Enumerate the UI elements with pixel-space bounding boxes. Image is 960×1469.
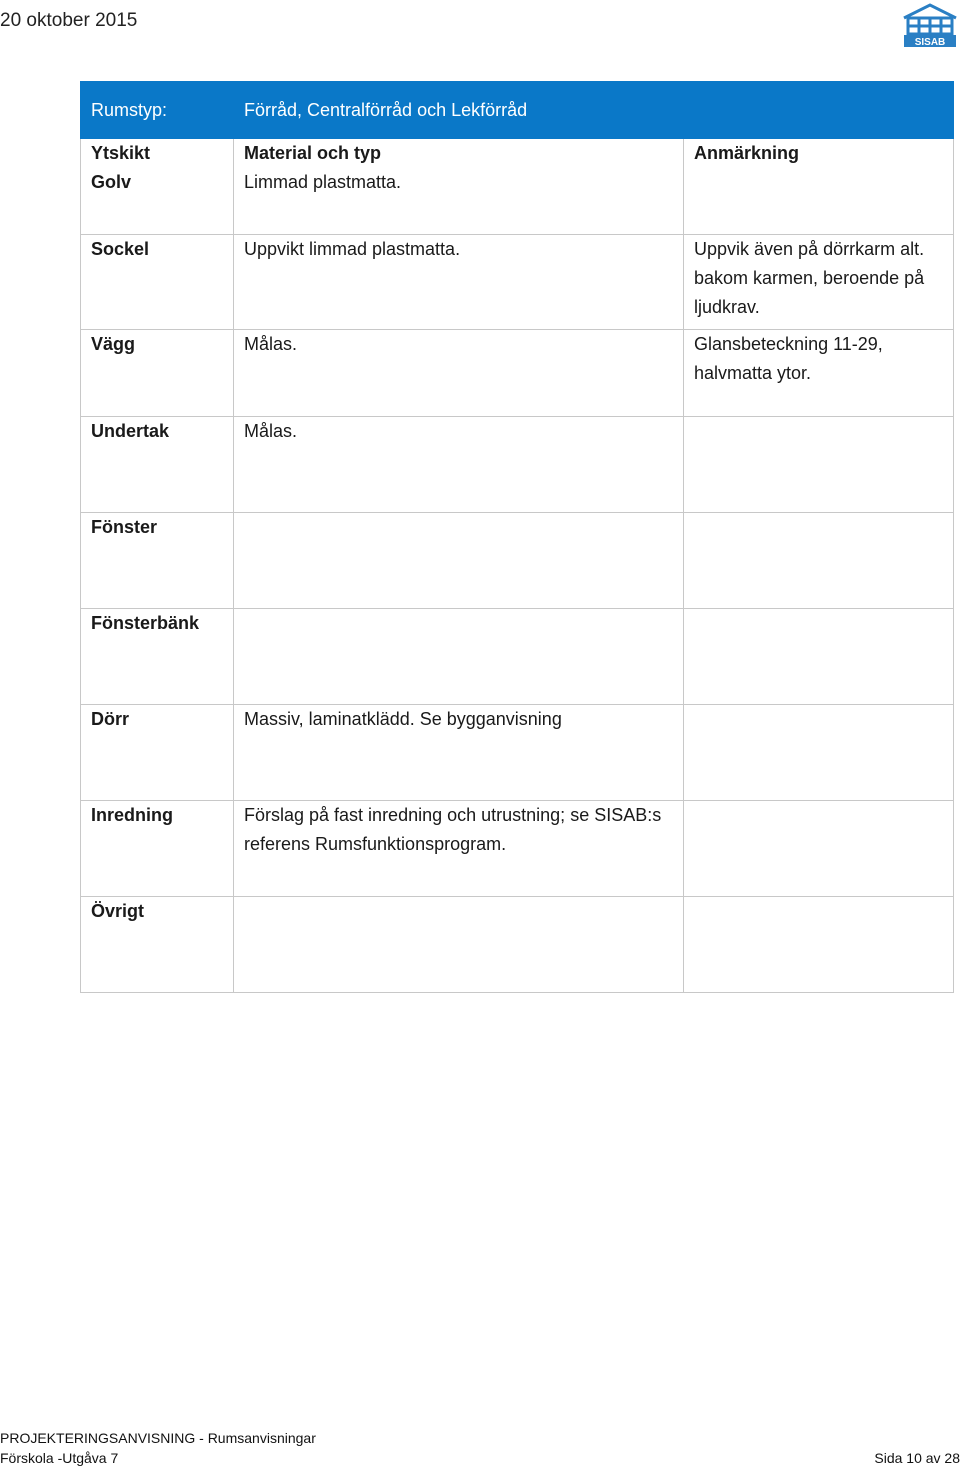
row-material: Målas.	[234, 329, 684, 416]
row-note	[684, 512, 954, 608]
table-row	[81, 704, 954, 800]
row-label: Inredning	[81, 800, 234, 896]
footer-page-number: Sida 10 av 28	[874, 1450, 960, 1466]
row-material: Massiv, laminatklädd. Se bygganvisning	[234, 704, 684, 800]
room-type-label: Rumstyp:	[81, 82, 234, 139]
room-type-value: Förråd, Centralförråd och Lekförråd	[234, 82, 954, 139]
row-note	[684, 608, 954, 704]
table-row	[81, 608, 954, 704]
row-note	[684, 800, 954, 896]
table-row	[81, 800, 954, 896]
row-material: Uppvikt limmad plastmatta.	[234, 234, 684, 329]
row-material: Målas.	[234, 416, 684, 512]
room-type-header	[81, 82, 954, 139]
table-row	[81, 416, 954, 512]
svg-text:SISAB: SISAB	[914, 37, 946, 48]
room-spec-table	[80, 81, 954, 993]
page-footer	[0, 1428, 960, 1468]
row-label: Fönsterbänk	[81, 608, 234, 704]
row-note: Uppvik även på dörrkarm alt. bakom karmen, beroende på ljudkrav.	[684, 234, 954, 329]
row-material: Limmad plastmatta.	[234, 168, 684, 234]
table-row	[81, 234, 954, 329]
footer-document-title: PROJEKTERINGSANVISNING - Rumsanvisningar	[0, 1430, 316, 1446]
table-row	[81, 329, 954, 416]
row-material	[234, 512, 684, 608]
row-label: Övrigt	[81, 896, 234, 992]
row-label: Golv	[81, 168, 234, 234]
row-note	[684, 896, 954, 992]
row-note: Glansbeteckning 11-29, halvmatta ytor.	[684, 329, 954, 416]
row-material	[234, 896, 684, 992]
row-label: Fönster	[81, 512, 234, 608]
row-label: Dörr	[81, 704, 234, 800]
row-material	[234, 608, 684, 704]
row-note	[684, 168, 954, 234]
table-row	[81, 512, 954, 608]
col-header-material: Material och typ	[234, 139, 684, 169]
sisab-logo-icon	[900, 2, 960, 48]
column-header-row	[81, 139, 954, 169]
table-row	[81, 168, 954, 234]
row-note	[684, 704, 954, 800]
col-header-ytskikt: Ytskikt	[81, 139, 234, 169]
row-label: Vägg	[81, 329, 234, 416]
row-label: Undertak	[81, 416, 234, 512]
col-header-anmarkning: Anmärkning	[684, 139, 954, 169]
table-row	[81, 896, 954, 992]
row-material: Förslag på fast inredning och utrustning; se SISAB:s referens Rumsfunktionsprogram.	[234, 800, 684, 896]
footer-edition: Förskola -Utgåva 7	[0, 1450, 119, 1466]
row-note	[684, 416, 954, 512]
row-label: Sockel	[81, 234, 234, 329]
document-date: 20 oktober 2015	[0, 10, 138, 31]
